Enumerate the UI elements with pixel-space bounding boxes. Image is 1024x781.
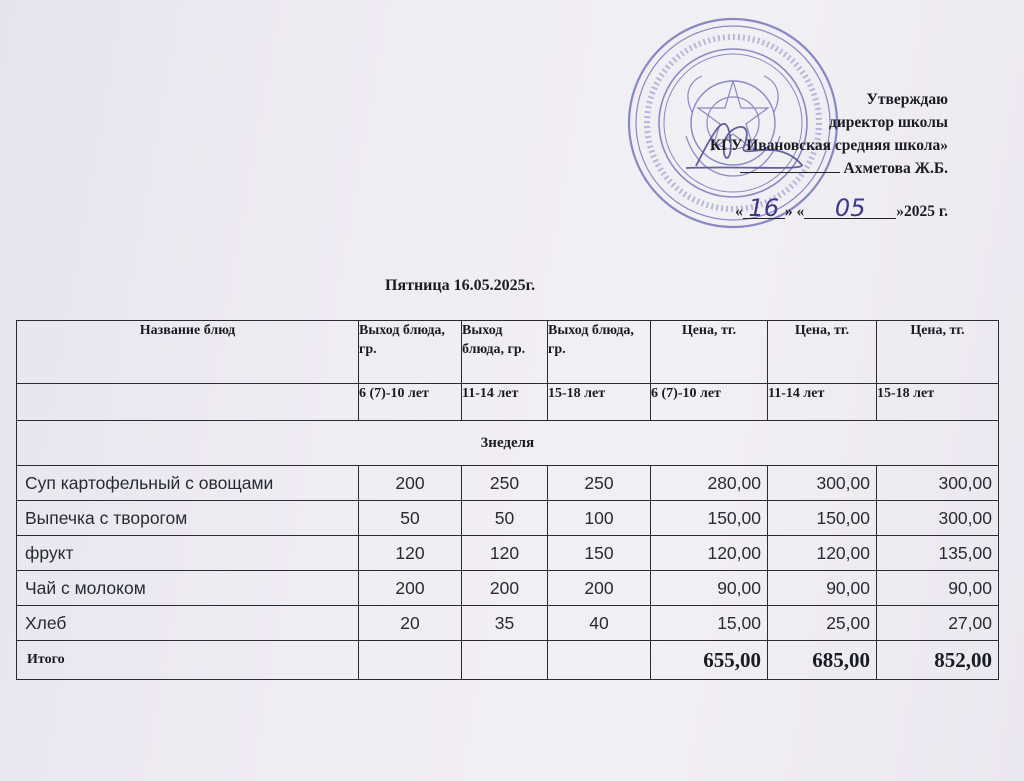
total-price-1: 655,00 bbox=[651, 641, 768, 680]
weight-cell: 50 bbox=[462, 501, 548, 536]
weight-cell: 250 bbox=[462, 466, 548, 501]
weight-cell: 100 bbox=[548, 501, 651, 536]
age-group-blank bbox=[17, 384, 359, 421]
price-cell: 90,00 bbox=[651, 571, 768, 606]
weight-cell: 120 bbox=[462, 536, 548, 571]
approval-signer: Ахметова Ж.Б. bbox=[843, 160, 948, 177]
price-cell: 150,00 bbox=[651, 501, 768, 536]
table-row bbox=[17, 501, 999, 536]
age-group-weight-3: 15-18 лет bbox=[548, 384, 651, 421]
table-row bbox=[17, 536, 999, 571]
dish-name: фрукт bbox=[17, 536, 359, 571]
total-price-2: 685,00 bbox=[768, 641, 877, 680]
age-group-price-1: 6 (7)-10 лет bbox=[651, 384, 768, 421]
total-row bbox=[17, 641, 999, 680]
menu-table bbox=[16, 320, 999, 680]
age-group-weight-2: 11-14 лет bbox=[462, 384, 548, 421]
table-row bbox=[17, 466, 999, 501]
approval-date: « 16 » « 05 »2025 г. bbox=[735, 194, 948, 222]
total-blank bbox=[548, 641, 651, 680]
price-cell: 120,00 bbox=[651, 536, 768, 571]
header-row bbox=[17, 321, 999, 384]
weight-cell: 150 bbox=[548, 536, 651, 571]
approval-block bbox=[588, 88, 948, 223]
price-cell: 280,00 bbox=[651, 466, 768, 501]
weight-cell: 200 bbox=[548, 571, 651, 606]
approval-organization: КГУ Ивановская средняя школа» bbox=[709, 137, 948, 154]
week-row bbox=[17, 421, 999, 466]
age-group-price-2: 11-14 лет bbox=[768, 384, 877, 421]
total-price-3: 852,00 bbox=[877, 641, 999, 680]
header-price-1: Цена, тг. bbox=[651, 321, 768, 384]
price-cell: 90,00 bbox=[877, 571, 999, 606]
page-title: Пятница 16.05.2025г. bbox=[385, 277, 536, 294]
weight-cell: 200 bbox=[359, 466, 462, 501]
dish-name: Чай с молоком bbox=[17, 571, 359, 606]
age-group-price-3: 15-18 лет bbox=[877, 384, 999, 421]
total-blank bbox=[359, 641, 462, 680]
dish-name: Хлеб bbox=[17, 606, 359, 641]
price-cell: 90,00 bbox=[768, 571, 877, 606]
total-label: Итого bbox=[17, 641, 359, 680]
weight-cell: 35 bbox=[462, 606, 548, 641]
dish-name: Выпечка с творогом bbox=[17, 501, 359, 536]
signature-line bbox=[740, 158, 840, 173]
header-weight-3: Выход блюда, гр. bbox=[548, 321, 651, 384]
age-group-row bbox=[17, 384, 999, 421]
table-row bbox=[17, 571, 999, 606]
age-group-weight-1: 6 (7)-10 лет bbox=[359, 384, 462, 421]
weight-cell: 40 bbox=[548, 606, 651, 641]
weight-cell: 20 bbox=[359, 606, 462, 641]
total-blank bbox=[462, 641, 548, 680]
approval-month: 05 bbox=[804, 198, 896, 219]
approval-day: 16 bbox=[743, 198, 785, 219]
approval-heading: Утверждаю bbox=[866, 91, 948, 108]
price-cell: 27,00 bbox=[877, 606, 999, 641]
weight-cell: 200 bbox=[359, 571, 462, 606]
price-cell: 300,00 bbox=[877, 501, 999, 536]
weight-cell: 200 bbox=[462, 571, 548, 606]
week-label: 3неделя bbox=[17, 421, 999, 466]
header-weight-2: Выход блюда, гр. bbox=[462, 321, 548, 384]
weight-cell: 120 bbox=[359, 536, 462, 571]
approval-position: директор школы bbox=[828, 114, 948, 131]
header-price-2: Цена, тг. bbox=[768, 321, 877, 384]
table-row bbox=[17, 606, 999, 641]
weight-cell: 50 bbox=[359, 501, 462, 536]
price-cell: 25,00 bbox=[768, 606, 877, 641]
price-cell: 135,00 bbox=[877, 536, 999, 571]
header-price-3: Цена, тг. bbox=[877, 321, 999, 384]
weight-cell: 250 bbox=[548, 466, 651, 501]
approval-year: »2025 г. bbox=[896, 203, 948, 220]
header-dish-name: Название блюд bbox=[17, 321, 359, 384]
approval-signer-row bbox=[588, 157, 948, 180]
price-cell: 120,00 bbox=[768, 536, 877, 571]
header-weight-1: Выход блюда, гр. bbox=[359, 321, 462, 384]
price-cell: 15,00 bbox=[651, 606, 768, 641]
price-cell: 300,00 bbox=[877, 466, 999, 501]
price-cell: 150,00 bbox=[768, 501, 877, 536]
dish-name: Суп картофельный с овощами bbox=[17, 466, 359, 501]
price-cell: 300,00 bbox=[768, 466, 877, 501]
